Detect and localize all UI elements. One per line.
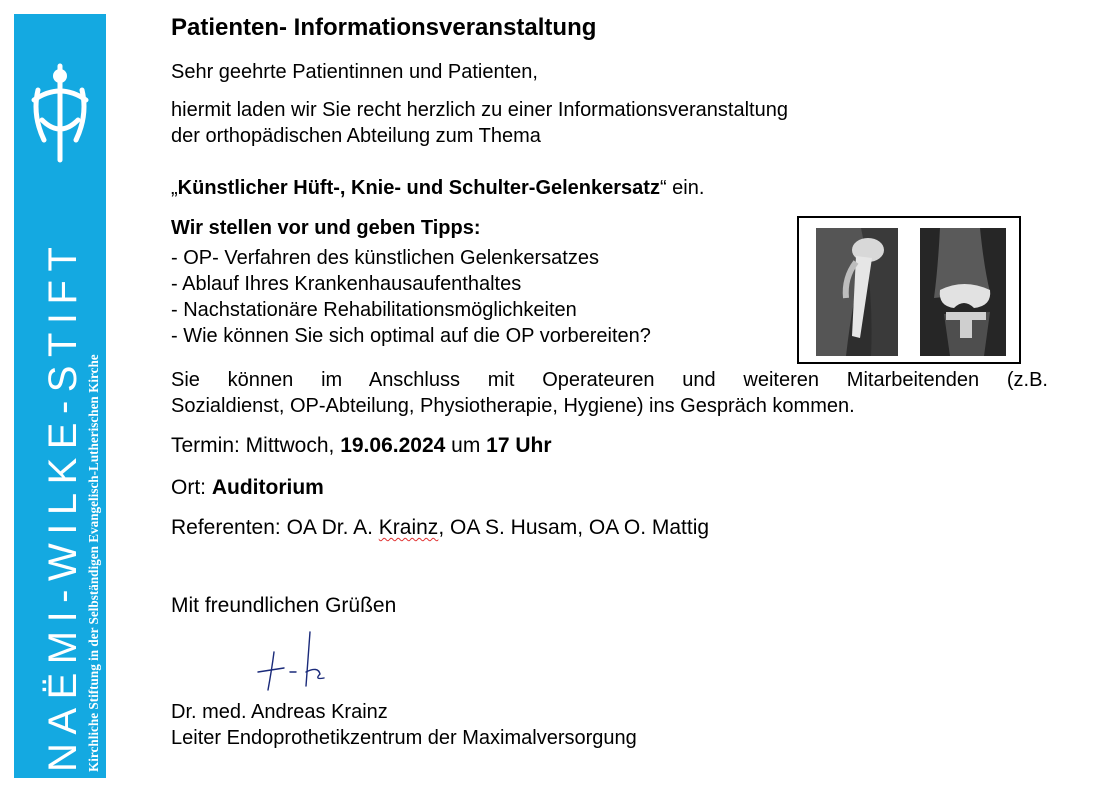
- time-joiner: um: [445, 434, 487, 457]
- tips-heading: Wir stellen vor und geben Tipps:: [171, 217, 481, 239]
- intro-line-2: der orthopädischen Abteilung zum Thema: [171, 125, 541, 147]
- time-value: 17 Uhr: [486, 434, 552, 457]
- topic-line: [171, 176, 704, 200]
- date-label: Termin: Mittwoch,: [171, 434, 341, 457]
- signer-role: Leiter Endoprothetikzentrum der Maximalversorgung: [171, 727, 637, 749]
- xray-image-frame: [797, 216, 1021, 364]
- location-label: Ort:: [171, 476, 212, 499]
- sidebar-text-layer: [14, 14, 106, 778]
- hip-xray-image: [816, 228, 898, 356]
- salutation: Sehr geehrte Patientinnen und Patienten,: [171, 61, 538, 83]
- closing: Mit freundlichen Grüßen: [171, 594, 397, 617]
- topic-title: Künstlicher Hüft-, Knie- und Schulter-Gelenkersatz: [177, 177, 660, 199]
- speakers-marked-name: Krainz: [378, 516, 439, 539]
- letter-title: Patienten- Informationsveranstaltung: [171, 14, 597, 41]
- list-item: - OP- Verfahren des künstlichen Gelenkersatzes: [171, 247, 599, 269]
- location-line: [171, 476, 324, 500]
- date-value: 19.06.2024: [340, 434, 446, 457]
- topic-open-quote: „: [171, 177, 178, 199]
- signature-image: [250, 628, 360, 698]
- location-value: Auditorium: [211, 476, 324, 499]
- topic-suffix: “ ein.: [659, 177, 705, 199]
- discussion-line-2: Sozialdienst, OP-Abteilung, Physiotherapie, Hygiene) ins Gespräch kommen.: [171, 395, 855, 417]
- list-item: - Wie können Sie sich optimal auf die OP vorbereiten?: [171, 325, 651, 347]
- brand-subtitle-vertical-text: Kirchliche Stiftung in der Selbständigen Evangelisch-Lutherischen Kirche: [86, 354, 101, 772]
- intro-line-1: hiermit laden wir Sie recht herzlich zu einer Informationsveranstaltung: [171, 99, 788, 121]
- discussion-line-1: Sie können im Anschluss mit Operateuren und weiteren Mitarbeitenden (z.B.: [171, 369, 1048, 391]
- brand-vertical-text: NAËMI-WILKE-STIFT: [41, 238, 85, 772]
- list-item: - Ablauf Ihres Krankenhausaufenthaltes: [171, 273, 522, 295]
- signer-name: Dr. med. Andreas Krainz: [171, 701, 388, 723]
- speakers-line: [171, 516, 709, 540]
- date-line: [171, 434, 552, 458]
- speakers-label: Referenten: OA Dr. A.: [171, 516, 379, 539]
- speakers-rest: , OA S. Husam, OA O. Mattig: [438, 516, 710, 539]
- knee-xray-image: [920, 228, 1006, 356]
- list-item: - Nachstationäre Rehabilitationsmöglichkeiten: [171, 299, 577, 321]
- sidebar-brand-bar: [14, 14, 106, 778]
